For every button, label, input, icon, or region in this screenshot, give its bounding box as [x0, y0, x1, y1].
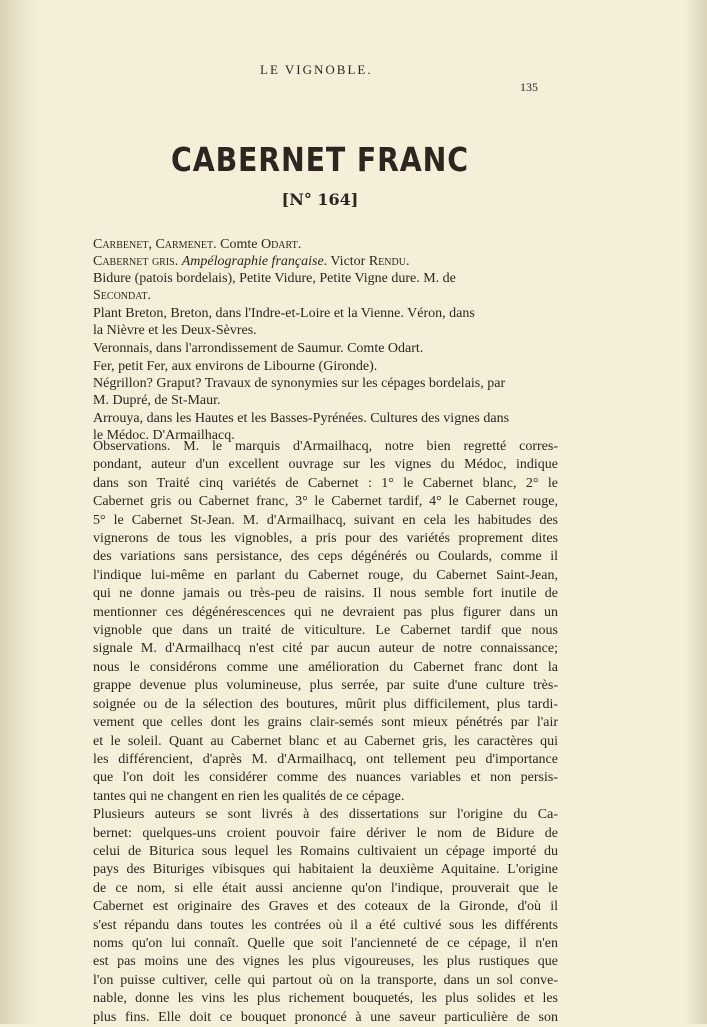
text-line: les différencient, d'après M. d'Armailhacq, ont tellement peu d'importance: [93, 751, 558, 767]
text-line: noms qu'on lui connaît. Quelle que soit l'ancienneté de ce cépage, il n'en: [93, 935, 558, 951]
text-line: s'est répandu dans toutes les contrées où il a été cultivé sous les différents: [93, 917, 558, 933]
text-line: l'on puisse cultiver, celle qui partout où on la transporte, dans un sol conve-: [93, 972, 558, 988]
synonym-line: Carbenet, Carmenet. Comte Odart.: [93, 237, 302, 252]
page-gutter: [0, 0, 38, 1024]
text-line: soignée ou de la sélection des boutures, mûrit plus difficilement, plus tardi-: [93, 696, 558, 712]
page-number: 135: [520, 80, 538, 94]
text-line: vignerons de tous les vignobles, a pris pour des variétés proprement dites: [93, 531, 558, 547]
synonym-line: Plant Breton, Breton, dans l'Indre-et-Loire et la Vienne. Véron, dans la Nièvre et les Deux-Sèvres.: [93, 306, 475, 338]
text-line: Observations. M. le marquis d'Armailhacq, notre bien regretté corres-: [93, 439, 558, 454]
text-line: de ce nom, si elle était aussi ancienne qu'on l'indique, prouverait que le: [93, 880, 558, 896]
text-line: vement que celles dont les grains clair-semés sont mieux pénétrés par l'air: [93, 715, 558, 731]
text-line: est pas moins une des vignes les plus vigoureuses, les plus rustiques que: [93, 954, 558, 970]
text-line: signale M. d'Armailhacq n'est cité par aucun auteur de notre connaissance;: [93, 641, 558, 657]
synonym-line: Bidure (patois bordelais), Petite Vidure, Petite Vigne dure. M. de Secondat.: [93, 271, 456, 303]
text-line: grappe devenue plus volumineuse, plus serrée, par suite d'une culture très-: [93, 678, 558, 694]
observations-text: [93, 438, 558, 1027]
text-line: bernet: quelques-uns croient pouvoir faire dériver le nom de Bidure de: [93, 825, 558, 841]
synonym-line: Cabernet gris. Ampélographie française. Victor Rendu.: [93, 254, 410, 269]
text-line: tantes qui ne changent en rien les qualités de ce cépage.: [93, 788, 405, 804]
text-line: Plusieurs auteurs se sont livrés à des dissertations sur l'origine du Ca-: [93, 807, 558, 823]
page-edge: [685, 0, 707, 1024]
synonym-line: Arrouya, dans les Hautes et les Basses-Pyrénées. Cultures des vignes dans le Médoc. D'Armailhacq.: [93, 411, 510, 443]
synonym-line: Veronnais, dans l'arrondissement de Saumur. Comte Odart.: [93, 341, 424, 356]
text-line: pays des Bituriges vibisques qui habitaient la deuxième Aquitaine. L'origine: [93, 862, 558, 878]
text-line: plus fins. Elle doit ce bouquet prononcé à une saveur particulière de son: [93, 1009, 558, 1025]
text-line: 5° le Cabernet St-Jean. M. d'Armailhacq, suivant en cela les habitudes des: [93, 512, 558, 528]
text-line: Cabernet gris ou Cabernet franc, 3° le Cabernet tardif, 4° le Cabernet rouge,: [93, 494, 558, 510]
running-head: LE VIGNOBLE.: [260, 62, 373, 77]
text-line: mentionner ces dégénérescences qui ne devraient pas plus figurer dans un: [93, 604, 558, 620]
text-line: l'indique lui-même en parlant du Cabernet rouge, du Cabernet Saint-Jean,: [93, 567, 558, 583]
text-line: celui de Biturica sous lequel les Romains cultivaient un cépage importé du: [93, 843, 558, 859]
text-line: qui ne donne jamais ou très-peu de raisins. Il nous semble fort inutile de: [93, 586, 558, 602]
text-line: vignoble que dans un traité de viticulture. Le Cabernet tardif que nous: [93, 623, 558, 639]
chapter-title: CABERNET FRANC: [171, 140, 469, 179]
text-line: pondant, auteur d'un excellent ouvrage sur les vignes du Médoc, indique: [93, 457, 558, 473]
text-line: nable, donne les vins les plus richement bouquetés, les plus solides et les: [93, 991, 558, 1007]
text-line: Cabernet est originaire des Graves et des coteaux de la Gironde, d'où il: [93, 899, 558, 915]
synonym-line: Négrillon? Graput? Travaux de synonymies sur les cépages bordelais, par M. Dupré, de St-Maur.: [93, 376, 506, 408]
text-line: des variations sans persistance, des ceps dégénérés ou Coulards, comme il: [93, 549, 558, 565]
text-line: nous le considérons comme une amélioration du Cabernet franc dont la: [93, 659, 558, 675]
text-line: dans son Traité cinq variétés de Cabernet : 1° le Cabernet blanc, 2° le: [93, 475, 558, 491]
entry-number: [N° 164]: [281, 190, 359, 209]
text-line: que l'on doit les considérer comme des nuances variables et non persis-: [93, 770, 558, 786]
text-line: et le soleil. Quant au Cabernet blanc et au Cabernet gris, les caractères qui: [93, 733, 558, 749]
synonym-line: Fer, petit Fer, aux environs de Libourne (Gironde).: [93, 359, 378, 374]
